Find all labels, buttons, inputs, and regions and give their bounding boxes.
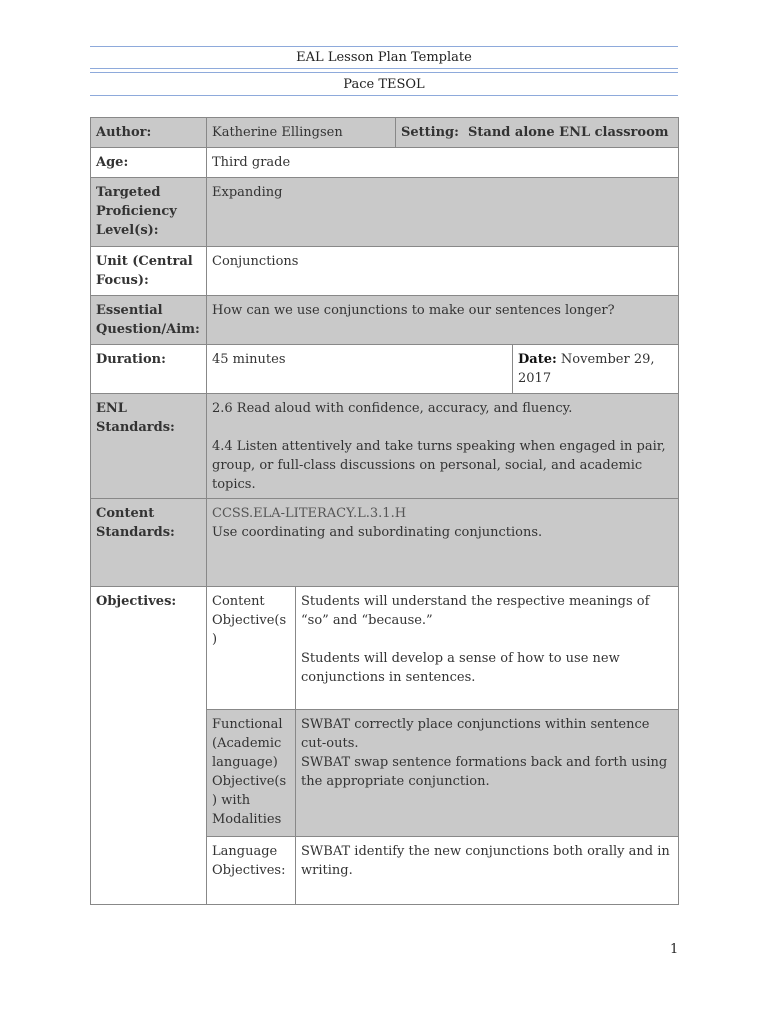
- content-label: Content Standards:: [91, 499, 207, 587]
- setting-label: Setting:: [401, 125, 459, 140]
- content-code: CCSS.ELA-LITERACY.L.3.1.H: [212, 506, 407, 521]
- age-label: Age:: [91, 148, 207, 178]
- functional-objective-label: Functional (Academic language) Objective(s) with Modalities: [207, 710, 296, 837]
- question-label: Essential Question/Aim:: [91, 296, 207, 345]
- row-essential-question: [91, 296, 679, 345]
- author-label: Author:: [91, 118, 207, 148]
- date-value: November 29, 2017: [518, 352, 655, 386]
- row-duration: [91, 345, 679, 394]
- functional-objective-1: SWBAT correctly place conjunctions within sentence cut-outs.: [301, 717, 650, 751]
- objectives-label: Objectives:: [91, 587, 207, 905]
- header-rule-middle: [90, 68, 678, 69]
- page-number: 1: [670, 942, 679, 957]
- content-objective-2: Students will develop a sense of how to use new conjunctions in sentences.: [301, 651, 620, 685]
- row-age: [91, 148, 679, 178]
- row-content-objective: [91, 587, 679, 710]
- language-objective-value: SWBAT identify the new conjunctions both orally and in writing.: [296, 837, 679, 905]
- enl-label: ENL Standards:: [91, 394, 207, 499]
- row-proficiency: [91, 178, 679, 247]
- date-label: Date:: [518, 352, 557, 367]
- enl-standard-2: 4.4 Listen attentively and take turns speaking when engaged in pair, group, or full-class discussions on personal, social, and academic topics.: [212, 439, 666, 492]
- document-title: EAL Lesson Plan Template: [296, 50, 472, 65]
- lesson-plan-table: [90, 117, 679, 905]
- question-value: How can we use conjunctions to make our sentences longer?: [207, 296, 679, 345]
- duration-value: 45 minutes: [207, 345, 513, 394]
- author-value: Katherine Ellingsen: [207, 118, 396, 148]
- content-objective-1: Students will understand the respective meanings of “so” and “because.”: [301, 594, 650, 628]
- row-author: [91, 118, 679, 148]
- setting-cell: [396, 118, 679, 148]
- content-objective-value: [296, 587, 679, 710]
- enl-standard-1: 2.6 Read aloud with confidence, accuracy, and fluency.: [212, 401, 573, 416]
- age-value: Third grade: [207, 148, 679, 178]
- row-unit: [91, 247, 679, 296]
- content-text: Use coordinating and subordinating conjunctions.: [212, 525, 543, 540]
- row-content-standards: [91, 499, 679, 587]
- date-cell: [513, 345, 679, 394]
- functional-objective-2: SWBAT swap sentence formations back and forth using the appropriate conjunction.: [301, 755, 668, 789]
- setting-value: Stand alone ENL classroom: [468, 125, 669, 140]
- content-value: [207, 499, 679, 587]
- unit-label: Unit (Central Focus):: [91, 247, 207, 296]
- proficiency-label: Targeted Proficiency Level(s):: [91, 178, 207, 247]
- header-rule-bottom: [90, 95, 678, 96]
- enl-value: [207, 394, 679, 499]
- document-subtitle: Pace TESOL: [343, 77, 425, 92]
- unit-value: Conjunctions: [207, 247, 679, 296]
- functional-objective-value: [296, 710, 679, 837]
- proficiency-value: Expanding: [207, 178, 679, 247]
- header-rule-middle-2: [90, 72, 678, 73]
- header-rule-top: [90, 46, 678, 47]
- row-enl-standards: [91, 394, 679, 499]
- language-objective-label: Language Objectives:: [207, 837, 296, 905]
- content-objective-label: Content Objective(s): [207, 587, 296, 710]
- duration-label: Duration:: [91, 345, 207, 394]
